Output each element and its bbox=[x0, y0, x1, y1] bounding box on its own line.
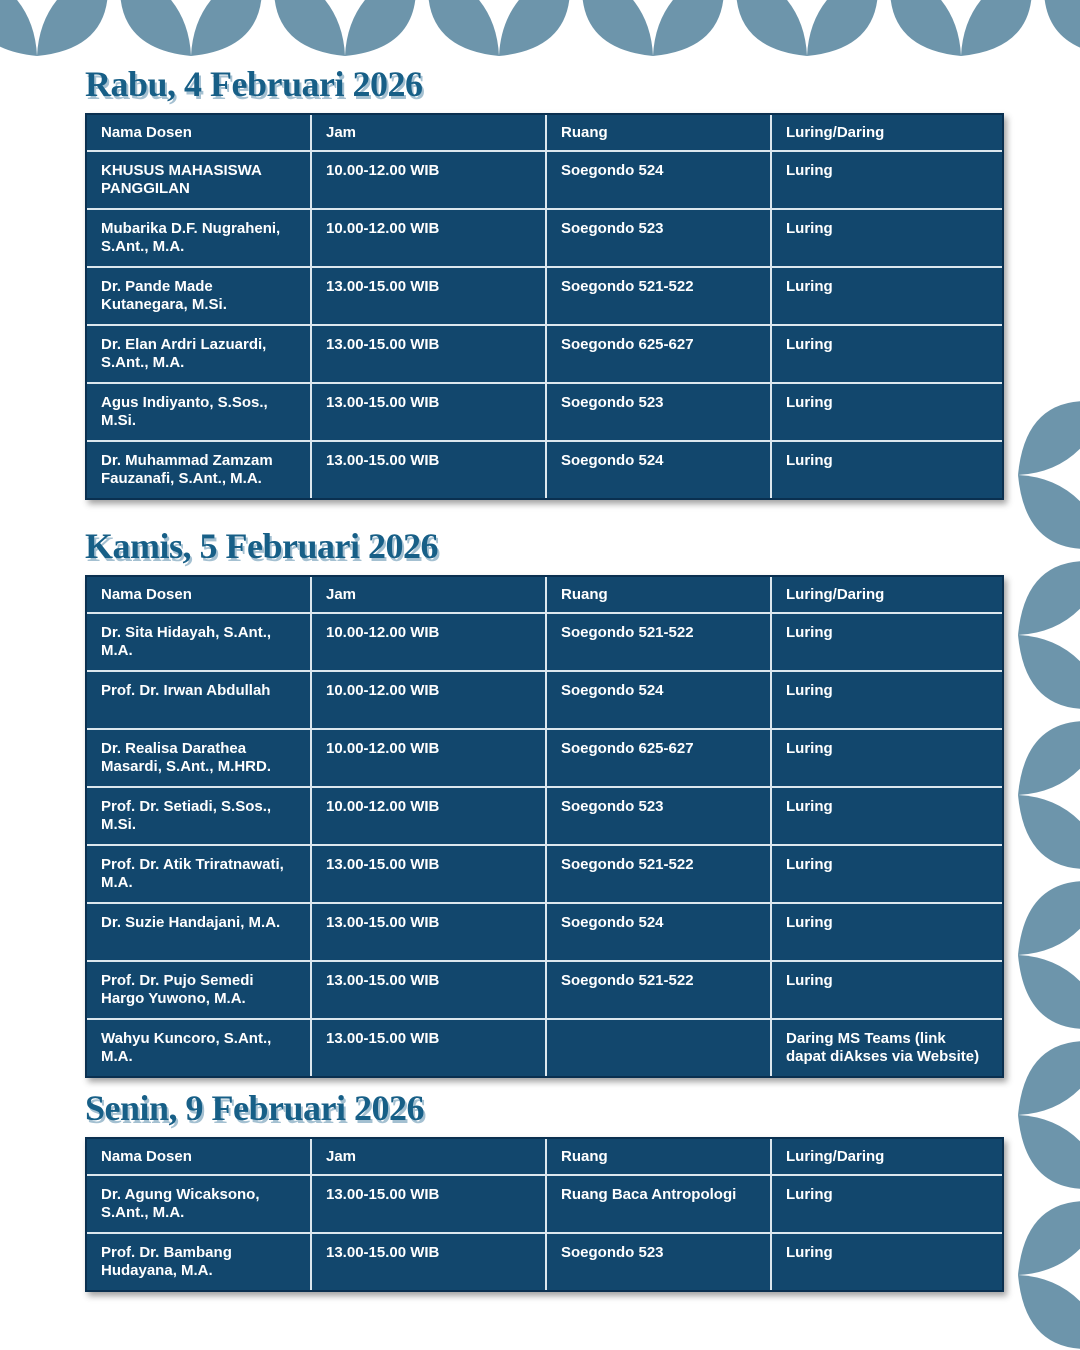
section-kamis bbox=[85, 524, 1000, 1078]
header-row bbox=[87, 577, 1002, 614]
cell-jam: 13.00-15.00 WIB bbox=[312, 904, 547, 962]
cell-nama-dosen: Wahyu Kuncoro, S.Ant., M.A. bbox=[87, 1020, 312, 1076]
cell-nama-dosen: Prof. Dr. Irwan Abdullah bbox=[87, 672, 312, 730]
cell-jam: 10.00-12.00 WIB bbox=[312, 210, 547, 268]
cell-luring-daring: Luring bbox=[772, 730, 1002, 788]
table-row bbox=[87, 1234, 1002, 1290]
column-header-jam: Jam bbox=[312, 115, 547, 152]
table-row bbox=[87, 1020, 1002, 1076]
section-title-senin: Senin, 9 Februari 2026 bbox=[85, 1088, 425, 1128]
leaf-pattern-top-icon bbox=[0, 0, 1080, 58]
column-header-jam: Jam bbox=[312, 577, 547, 614]
table-row bbox=[87, 730, 1002, 788]
column-header-nama-dosen: Nama Dosen bbox=[87, 1139, 312, 1176]
table-row bbox=[87, 846, 1002, 904]
cell-luring-daring: Luring bbox=[772, 152, 1002, 210]
table-row bbox=[87, 268, 1002, 326]
cell-luring-daring: Luring bbox=[772, 384, 1002, 442]
header-row bbox=[87, 115, 1002, 152]
cell-jam: 10.00-12.00 WIB bbox=[312, 730, 547, 788]
column-header-luring-daring: Luring/Daring bbox=[772, 115, 1002, 152]
cell-nama-dosen: Prof. Dr. Pujo Semedi Hargo Yuwono, M.A. bbox=[87, 962, 312, 1020]
cell-ruang: Soegondo 521-522 bbox=[547, 846, 772, 904]
cell-ruang: Soegondo 523 bbox=[547, 210, 772, 268]
cell-ruang: Soegondo 523 bbox=[547, 1234, 772, 1290]
cell-luring-daring: Luring bbox=[772, 326, 1002, 384]
cell-nama-dosen: Mubarika D.F. Nugraheni, S.Ant., M.A. bbox=[87, 210, 312, 268]
cell-luring-daring: Luring bbox=[772, 1176, 1002, 1234]
column-header-luring-daring: Luring/Daring bbox=[772, 577, 1002, 614]
cell-jam: 13.00-15.00 WIB bbox=[312, 1020, 547, 1076]
table-row bbox=[87, 210, 1002, 268]
table-row bbox=[87, 442, 1002, 498]
cell-luring-daring: Luring bbox=[786, 452, 833, 469]
cell-ruang: Soegondo 625-627 bbox=[547, 730, 772, 788]
schedule-table-kamis bbox=[85, 575, 1004, 1078]
cell-luring-daring: Luring bbox=[772, 672, 1002, 730]
cell-nama-dosen: Dr. Agung Wicaksono, S.Ant., M.A. bbox=[87, 1176, 312, 1234]
cell-ruang: Soegondo 521-522 bbox=[547, 962, 772, 1020]
column-header-ruang: Ruang bbox=[547, 577, 772, 614]
cell-luring-daring: Luring bbox=[772, 788, 1002, 846]
cell-nama-dosen: Prof. Dr. Setiadi, S.Sos., M.Si. bbox=[87, 788, 312, 846]
table-row bbox=[87, 788, 1002, 846]
table-row bbox=[87, 672, 1002, 730]
table-row bbox=[87, 384, 1002, 442]
section-senin bbox=[85, 1086, 1000, 1292]
table-row bbox=[87, 904, 1002, 962]
cell-nama-dosen: KHUSUS MAHASISWA PANGGILAN bbox=[87, 152, 312, 210]
column-header-nama-dosen: Nama Dosen bbox=[87, 577, 312, 614]
cell-luring-daring: Luring bbox=[772, 614, 1002, 672]
column-header-ruang: Ruang bbox=[547, 1139, 772, 1176]
cell-ruang: Soegondo 524 bbox=[547, 904, 772, 962]
cell-jam: 10.00-12.00 WIB bbox=[312, 614, 547, 672]
section-title-rabu: Rabu, 4 Februari 2026 bbox=[85, 64, 423, 104]
cell-luring-daring: Luring bbox=[772, 268, 1002, 326]
cell-luring-daring: Luring bbox=[786, 1244, 833, 1261]
leaf-pattern-right-icon bbox=[1016, 395, 1080, 1350]
cell-jam: 13.00-15.00 WIB bbox=[312, 442, 547, 498]
cell-ruang bbox=[547, 1020, 772, 1076]
cell-ruang: Soegondo 521-522 bbox=[547, 614, 772, 672]
cell-ruang: Soegondo 523 bbox=[547, 788, 772, 846]
cell-nama-dosen: Dr. Sita Hidayah, S.Ant., M.A. bbox=[87, 614, 312, 672]
cell-nama-dosen: Agus Indiyanto, S.Sos., M.Si. bbox=[87, 384, 312, 442]
cell-ruang: Soegondo 524 bbox=[547, 442, 772, 498]
section-title-kamis: Kamis, 5 Februari 2026 bbox=[85, 526, 438, 566]
cell-nama-dosen: Dr. Pande Made Kutanegara, M.Si. bbox=[87, 268, 312, 326]
cell-jam: 13.00-15.00 WIB bbox=[312, 1176, 547, 1234]
table-row bbox=[87, 614, 1002, 672]
table-row bbox=[87, 962, 1002, 1020]
cell-nama-dosen: Prof. Dr. Bambang Hudayana, M.A. bbox=[87, 1234, 312, 1290]
table-row bbox=[87, 326, 1002, 384]
cell-luring-daring: Luring bbox=[772, 210, 1002, 268]
cell-jam: 13.00-15.00 WIB bbox=[312, 962, 547, 1020]
cell-nama-dosen: Dr. Elan Ardri Lazuardi, S.Ant., M.A. bbox=[87, 326, 312, 384]
table-row bbox=[87, 152, 1002, 210]
column-header-ruang: Ruang bbox=[547, 115, 772, 152]
cell-luring-daring: Luring bbox=[772, 904, 1002, 962]
schedule-table-senin bbox=[85, 1137, 1004, 1292]
cell-ruang: Soegondo 523 bbox=[547, 384, 772, 442]
column-header-nama-dosen: Nama Dosen bbox=[87, 115, 312, 152]
cell-jam: 13.00-15.00 WIB bbox=[312, 268, 547, 326]
cell-jam: 13.00-15.00 WIB bbox=[312, 1234, 547, 1290]
cell-nama-dosen: Dr. Realisa Darathea Masardi, S.Ant., M.HRD. bbox=[87, 730, 312, 788]
cell-nama-dosen: Dr. Suzie Handajani, M.A. bbox=[87, 904, 312, 962]
cell-luring-daring: Luring bbox=[772, 962, 1002, 1020]
cell-jam: 10.00-12.00 WIB bbox=[312, 672, 547, 730]
column-header-jam: Jam bbox=[312, 1139, 547, 1176]
cell-ruang: Soegondo 524 bbox=[547, 152, 772, 210]
cell-nama-dosen: Dr. Muhammad Zamzam Fauzanafi, S.Ant., M.A. bbox=[87, 442, 312, 498]
cell-jam: 13.00-15.00 WIB bbox=[312, 846, 547, 904]
section-rabu bbox=[85, 62, 1000, 500]
cell-ruang: Soegondo 521-522 bbox=[547, 268, 772, 326]
schedule-table-rabu bbox=[85, 113, 1004, 500]
cell-luring-daring: Luring bbox=[772, 846, 1002, 904]
cell-nama-dosen: Prof. Dr. Atik Triratnawati, M.A. bbox=[87, 846, 312, 904]
cell-jam: 10.00-12.00 WIB bbox=[312, 152, 547, 210]
table-row bbox=[87, 1176, 1002, 1234]
header-row bbox=[87, 1139, 1002, 1176]
cell-ruang: Ruang Baca Antropologi bbox=[547, 1176, 772, 1234]
cell-jam: 10.00-12.00 WIB bbox=[312, 788, 547, 846]
column-header-luring-daring: Luring/Daring bbox=[772, 1139, 1002, 1176]
cell-jam: 13.00-15.00 WIB bbox=[312, 326, 547, 384]
cell-luring-daring: Daring MS Teams (link dapat diAkses via Website) bbox=[786, 1030, 980, 1065]
cell-jam: 13.00-15.00 WIB bbox=[312, 384, 547, 442]
cell-ruang: Soegondo 625-627 bbox=[547, 326, 772, 384]
cell-ruang: Soegondo 524 bbox=[547, 672, 772, 730]
